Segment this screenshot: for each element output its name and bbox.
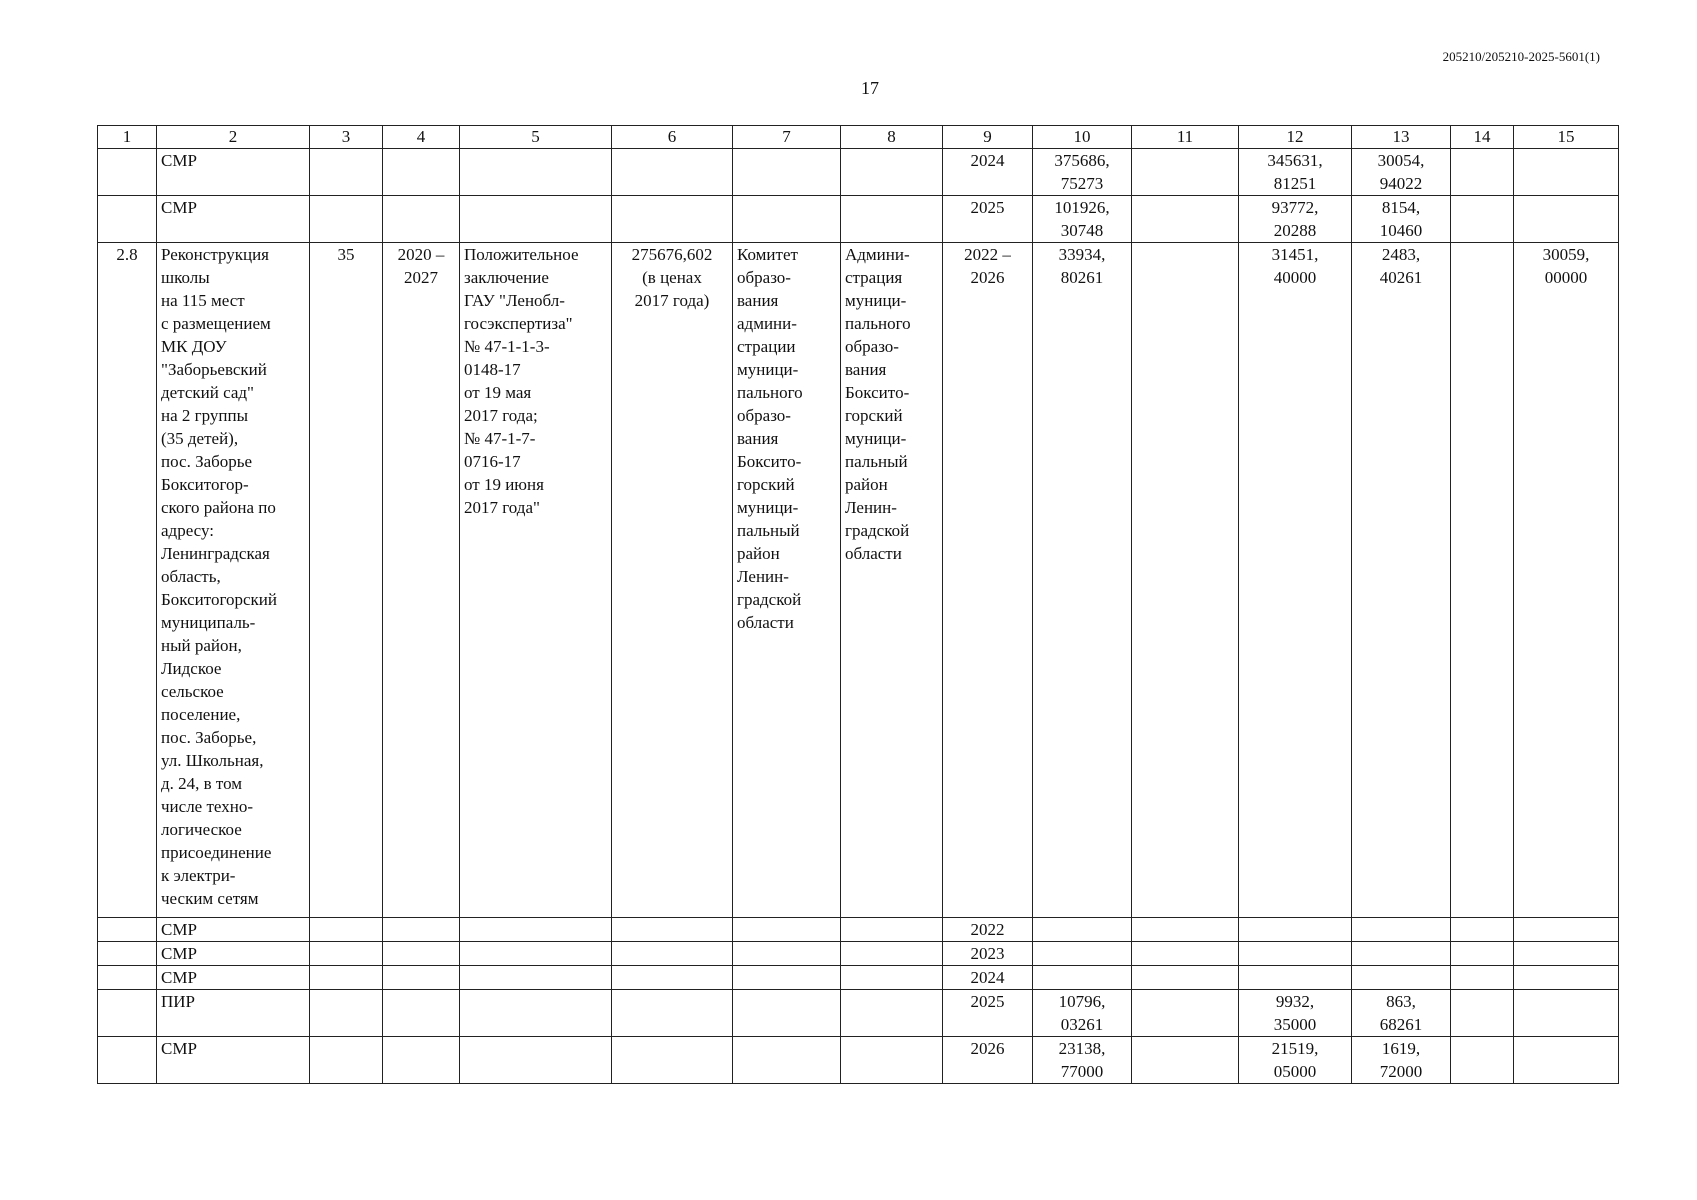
cell-number — [98, 990, 157, 1037]
cell-amount — [1514, 966, 1619, 990]
cell-amount — [1352, 942, 1451, 966]
cell-amount: 1619, 72000 — [1352, 1037, 1451, 1084]
table-row — [98, 966, 1619, 990]
cell — [383, 149, 460, 196]
table-row — [98, 990, 1619, 1037]
cell-cost: 275676,602 (в ценах 2017 года) — [612, 243, 733, 918]
cell-amount — [1451, 243, 1514, 918]
table-row — [98, 196, 1619, 243]
cell-amount: 30059, 00000 — [1514, 243, 1619, 918]
cell-number — [98, 1037, 157, 1084]
cell-amount — [1514, 196, 1619, 243]
cell-amount: 10796, 03261 — [1033, 990, 1132, 1037]
cell-name: СМР — [157, 1037, 310, 1084]
cell — [612, 942, 733, 966]
cell-year: 2025 — [943, 990, 1033, 1037]
cell-amount — [1514, 149, 1619, 196]
cell-amount — [1239, 966, 1352, 990]
cell-amount — [1132, 1037, 1239, 1084]
cell-number — [98, 196, 157, 243]
cell — [612, 1037, 733, 1084]
cell-amount — [1514, 990, 1619, 1037]
cell — [612, 196, 733, 243]
budget-table — [97, 125, 1619, 1084]
cell-amount — [1033, 918, 1132, 942]
cell-expertise: Положительное заключение ГАУ "Ленобл- госэкспертиза" № 47-1-1-3- 0148-17 от 19 мая 2017 года; № 47-1-7- 0716-17 от 19 июня 2017 года" — [460, 243, 612, 918]
cell-amount — [1239, 918, 1352, 942]
cell-period: 2020 – 2027 — [383, 243, 460, 918]
cell — [310, 942, 383, 966]
cell — [460, 990, 612, 1037]
cell — [310, 1037, 383, 1084]
cell-amount — [1451, 1037, 1514, 1084]
cell — [841, 990, 943, 1037]
column-header: 12 — [1239, 126, 1352, 149]
cell-amount — [1352, 966, 1451, 990]
cell-amount — [1514, 942, 1619, 966]
cell-year: 2026 — [943, 1037, 1033, 1084]
cell-amount — [1451, 942, 1514, 966]
cell-name: СМР — [157, 149, 310, 196]
cell — [460, 942, 612, 966]
cell-amount — [1451, 149, 1514, 196]
cell-name: СМР — [157, 918, 310, 942]
cell-capacity: 35 — [310, 243, 383, 918]
cell-developer: Админи- страция муници- пального образо- вания Бокситo- горский муници- пальный район Ленин- градской области — [841, 243, 943, 918]
cell-name: СМР — [157, 966, 310, 990]
table-row — [98, 942, 1619, 966]
cell-name: Реконструкция школы на 115 мест с размещением МК ДОУ "Заборьевский детский сад" на 2 группы (35 детей), пос. Заборье Бокситогор- ского района по адресу: Ленинградская область, Бокситогорский муниципаль- ный район, Лидское сельское поселение, пос. Заборье, ул. Школьная, д. 24, в том числе техно- логическое присоединение к электри- ческим сетям — [157, 243, 310, 918]
cell — [460, 196, 612, 243]
cell-amount — [1451, 196, 1514, 243]
cell — [733, 918, 841, 942]
cell — [310, 918, 383, 942]
cell-amount — [1352, 918, 1451, 942]
cell — [383, 918, 460, 942]
table-row — [98, 918, 1619, 942]
table-row — [98, 149, 1619, 196]
column-header: 2 — [157, 126, 310, 149]
cell-amount: 33934, 80261 — [1033, 243, 1132, 918]
cell-amount — [1132, 942, 1239, 966]
cell-amount — [1514, 918, 1619, 942]
column-header: 8 — [841, 126, 943, 149]
cell — [841, 942, 943, 966]
cell — [733, 942, 841, 966]
column-header: 15 — [1514, 126, 1619, 149]
cell-amount — [1451, 966, 1514, 990]
cell-amount — [1132, 149, 1239, 196]
table-row — [98, 243, 1619, 918]
cell — [612, 966, 733, 990]
cell — [310, 966, 383, 990]
cell-year: 2022 — [943, 918, 1033, 942]
column-header: 6 — [612, 126, 733, 149]
cell-year: 2023 — [943, 942, 1033, 966]
cell-amount: 101926, 30748 — [1033, 196, 1132, 243]
column-header: 10 — [1033, 126, 1132, 149]
cell-amount — [1514, 1037, 1619, 1084]
column-header: 4 — [383, 126, 460, 149]
column-header: 13 — [1352, 126, 1451, 149]
table-row — [98, 1037, 1619, 1084]
cell — [310, 990, 383, 1037]
cell-amount: 8154, 10460 — [1352, 196, 1451, 243]
cell-year: 2024 — [943, 149, 1033, 196]
cell — [460, 918, 612, 942]
cell-amount: 30054, 94022 — [1352, 149, 1451, 196]
cell-amount: 345631, 81251 — [1239, 149, 1352, 196]
page-number: 17 — [861, 78, 879, 98]
cell — [612, 918, 733, 942]
column-header: 3 — [310, 126, 383, 149]
cell — [383, 990, 460, 1037]
cell-amount — [1451, 918, 1514, 942]
cell-name: ПИР — [157, 990, 310, 1037]
cell-name: СМР — [157, 942, 310, 966]
cell — [733, 990, 841, 1037]
cell — [841, 196, 943, 243]
column-header: 1 — [98, 126, 157, 149]
cell-amount — [1132, 990, 1239, 1037]
cell-amount: 2483, 40261 — [1352, 243, 1451, 918]
column-header: 9 — [943, 126, 1033, 149]
cell — [310, 149, 383, 196]
cell — [841, 149, 943, 196]
cell — [383, 942, 460, 966]
cell — [733, 196, 841, 243]
cell-amount — [1239, 942, 1352, 966]
cell — [841, 966, 943, 990]
cell-number — [98, 149, 157, 196]
cell — [310, 196, 383, 243]
column-header: 5 — [460, 126, 612, 149]
column-header: 14 — [1451, 126, 1514, 149]
cell — [383, 196, 460, 243]
cell-amount — [1132, 243, 1239, 918]
cell — [612, 990, 733, 1037]
cell-year: 2025 — [943, 196, 1033, 243]
cell — [383, 1037, 460, 1084]
cell — [460, 149, 612, 196]
cell-number — [98, 918, 157, 942]
cell-number — [98, 966, 157, 990]
cell — [733, 149, 841, 196]
cell — [841, 918, 943, 942]
cell — [733, 966, 841, 990]
cell — [733, 1037, 841, 1084]
cell-amount: 23138, 77000 — [1033, 1037, 1132, 1084]
cell-amount: 863, 68261 — [1352, 990, 1451, 1037]
cell-year: 2022 – 2026 — [943, 243, 1033, 918]
cell-amount — [1033, 966, 1132, 990]
cell — [460, 966, 612, 990]
cell-amount — [1132, 918, 1239, 942]
cell — [841, 1037, 943, 1084]
column-header: 7 — [733, 126, 841, 149]
cell-number — [98, 942, 157, 966]
column-header: 11 — [1132, 126, 1239, 149]
cell-amount: 93772, 20288 — [1239, 196, 1352, 243]
cell-amount — [1132, 966, 1239, 990]
cell-amount: 375686, 75273 — [1033, 149, 1132, 196]
cell — [383, 966, 460, 990]
cell-amount: 21519, 05000 — [1239, 1037, 1352, 1084]
cell-amount: 31451, 40000 — [1239, 243, 1352, 918]
cell — [612, 149, 733, 196]
cell-number: 2.8 — [98, 243, 157, 918]
cell-amount — [1451, 990, 1514, 1037]
cell-customer: Комитет образо- вания админи- страции муници- пального образо- вания Бокситo- горский муници- пальный район Ленин- градской области — [733, 243, 841, 918]
table-header-row — [98, 126, 1619, 149]
cell — [460, 1037, 612, 1084]
cell-amount — [1132, 196, 1239, 243]
cell-amount — [1033, 942, 1132, 966]
cell-amount: 9932, 35000 — [1239, 990, 1352, 1037]
cell-name: СМР — [157, 196, 310, 243]
document-id: 205210/205210-2025-5601(1) — [1442, 49, 1600, 64]
cell-year: 2024 — [943, 966, 1033, 990]
